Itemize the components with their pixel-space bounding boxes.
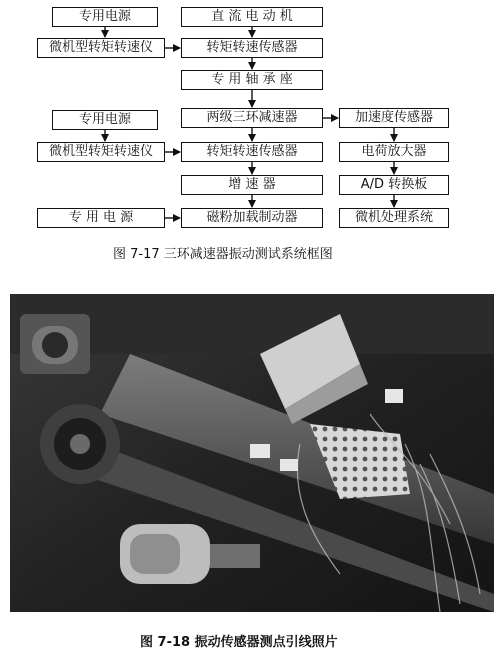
connector-arrows xyxy=(0,0,500,240)
box-magnetic-brake: 磁粉加载制动器 xyxy=(181,208,323,228)
box-reducer: 两级三环减速器 xyxy=(181,108,323,128)
box-charge-amp: 电荷放大器 xyxy=(339,142,449,162)
box-power-supply-3: 专 用 电 源 xyxy=(37,208,165,228)
box-power-supply-1: 专用电源 xyxy=(52,7,158,27)
box-torque-sensor-2: 转矩转速传感器 xyxy=(181,142,323,162)
box-gearbox-up: 增 速 器 xyxy=(181,175,323,195)
box-dc-motor: 直 流 电 动 机 xyxy=(181,7,323,27)
photo-illustration xyxy=(10,294,494,612)
figure-7-17-caption: 图 7-17 三环减速器振动测试系统框图 xyxy=(113,247,333,262)
box-torque-sensor-1: 转矩转速传感器 xyxy=(181,38,323,58)
box-special-bearing: 专 用 轴 承 座 xyxy=(181,70,323,90)
figure-7-18-caption: 图 7-18 振动传感器测点引线照片 xyxy=(140,635,338,650)
box-power-supply-2: 专用电源 xyxy=(52,110,158,130)
box-microtorque-meter-1: 微机型转矩转速仪 xyxy=(37,38,165,58)
box-micro-processing: 微机处理系统 xyxy=(339,208,449,228)
sensor-wiring-photo xyxy=(10,294,494,612)
box-microtorque-meter-2: 微机型转矩转速仪 xyxy=(37,142,165,162)
box-ad-board: A/D 转换板 xyxy=(339,175,449,195)
box-accel-sensor: 加速度传感器 xyxy=(339,108,449,128)
